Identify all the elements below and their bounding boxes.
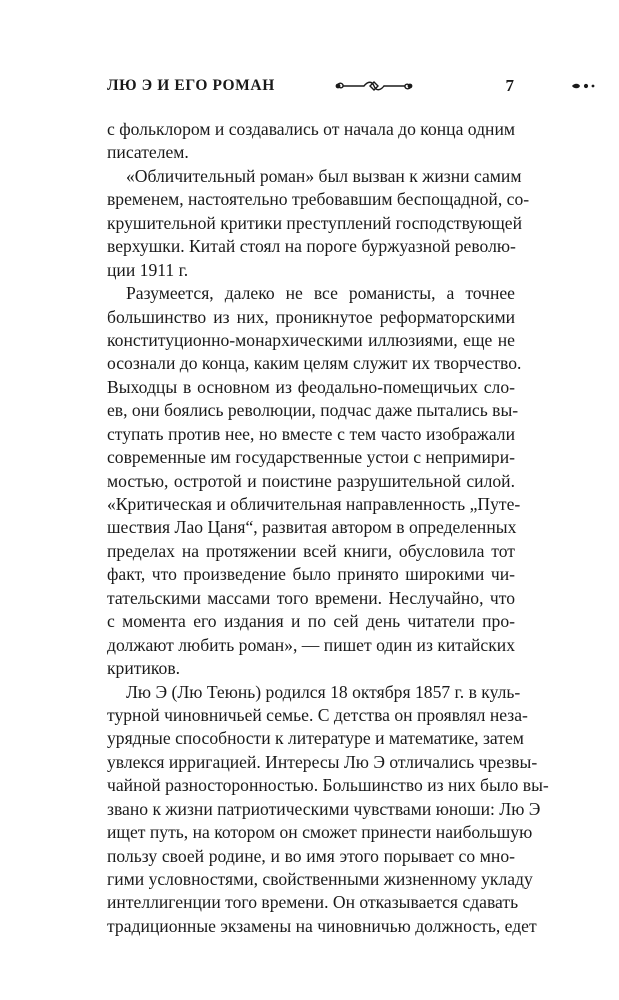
- text-line: современные им государственные устои с непримири-: [107, 447, 515, 468]
- text-line: ции 1911 г.: [107, 259, 189, 280]
- text-line: большинство из них, проникнутое реформаторскими: [107, 306, 515, 327]
- text-line: увлекся ирригацией. Интересы Лю Э отличались чрезвы-: [107, 751, 538, 772]
- ornament-dots-icon: [570, 78, 600, 94]
- text-line: шествия Лао Цаня“, развитая автором в определенных: [107, 517, 517, 538]
- text-line: писателем.: [107, 142, 189, 163]
- text-line: звано к жизни патриотическими чувствами юноши: Лю Э: [107, 798, 541, 819]
- text-line: тательскими массами того времени. Неслучайно, что: [107, 587, 515, 608]
- text-line: «Критическая и обличительная направленность „Путе-: [107, 494, 521, 514]
- page-number: 7: [505, 76, 514, 95]
- text-line: Лю Э (Лю Теюнь) родился 18 октября 1857 г. в куль-: [126, 681, 521, 702]
- text-line: должают любить роман», — пишет один из китайских: [107, 634, 515, 655]
- text-line: традиционные экзамены на чиновничью должность, едет: [107, 915, 537, 936]
- text-line: пределах на протяжении всей книги, обусловила тот: [107, 540, 515, 561]
- text-line: ищет путь, на котором он сможет принести наибольшую: [107, 822, 533, 843]
- text-line: Разумеется, далеко не все романисты, а точнее: [126, 283, 515, 304]
- ornament-flourish-icon: [334, 78, 414, 94]
- text-line: верхушки. Китай стоял на пороге буржуазной револю-: [107, 236, 516, 257]
- text-line: крушительной критики преступлений господствующей: [107, 212, 522, 233]
- text-line: временем, настоятельно требовавшим беспощадной, со-: [107, 189, 530, 210]
- text-line: с момента его издания и по сей день читатели про-: [107, 611, 515, 632]
- text-line: интеллигенции того времени. Он отказывается сдавать: [107, 892, 519, 913]
- text-line: осознали до конца, каким целям служит их творчество.: [107, 353, 522, 374]
- text-line: урядные способности к литературе и математике, затем: [107, 728, 524, 749]
- text-line: «Обличительный роман» был вызван к жизни самим: [126, 165, 522, 186]
- text-line: Выходцы в основном из феодально-помещичьих сло-: [107, 376, 515, 397]
- text-line: факт, что произведение было принято широкими чи-: [107, 564, 515, 585]
- text-line: чайной разносторонностью. Большинство из них было вы-: [107, 775, 549, 796]
- text-line: гими условностями, свойственными жизненному укладу: [107, 869, 533, 889]
- body-text: [107, 118, 549, 938]
- text-line: конституционно-монархическими иллюзиями, еще не: [107, 329, 515, 350]
- text-line: критиков.: [107, 658, 181, 679]
- text-line: ев, они боялись революции, подчас даже пытались вы-: [107, 400, 519, 421]
- running-title: ЛЮ Э И ЕГО РОМАН: [107, 77, 275, 94]
- text-line: с фольклором и создавались от начала до конца одним: [107, 119, 515, 139]
- text-line: мостью, остротой и поистине разрушительной силой.: [107, 470, 515, 491]
- text-line: ступать против нее, но вместе с тем часто изображали: [107, 423, 515, 444]
- text-line: пользу своей родине, и во имя этого порывает со мно-: [107, 845, 515, 866]
- text-line: турной чиновничьей семье. С детства он проявлял неза-: [107, 704, 528, 725]
- page-header: [107, 76, 514, 98]
